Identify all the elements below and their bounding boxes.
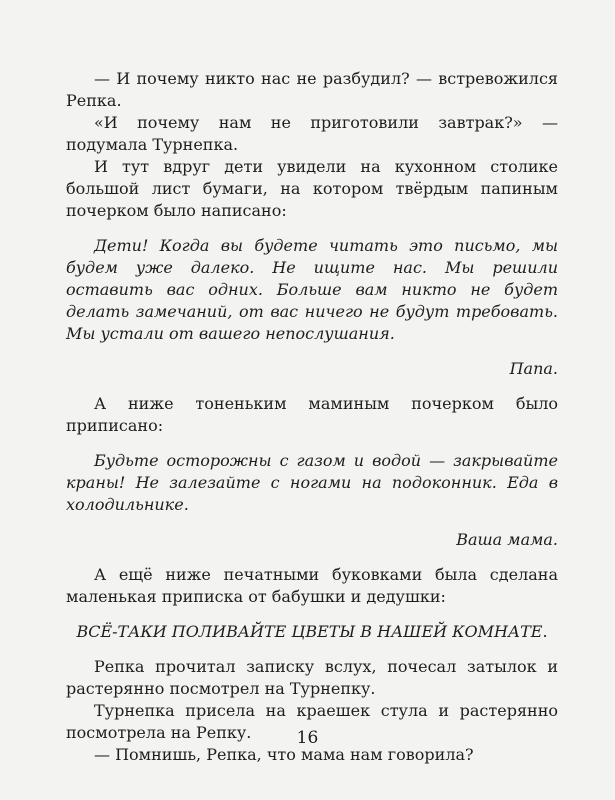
letter-from-mama: Будьте осторожны с газом и водой — закрывайте краны! Не залезайте с ногами на подоконник. Еда в холодильнике. [66, 451, 558, 514]
signature-mama: Ваша мама. [456, 530, 558, 549]
paragraph-mama-note-intro: А ниже тоненьким маминым почерком было приписано: [66, 394, 558, 435]
paragraph-remember: — Помнишь, Репка, что мама нам говорила? [94, 745, 474, 764]
signature-papa: Папа. [509, 359, 558, 378]
page-body [66, 68, 558, 766]
paragraph-turnepka-thought: «И почему нам не приготовили завтрак?» — подумала Турнепка. [66, 113, 558, 154]
letter-from-papa: Дети! Когда вы будете читать это письмо, мы будем уже далеко. Не ищите нас. Мы решили оставить вас одних. Больше вам никто не будет делать замечаний, от вас ничего не будут требовать. Мы устали от вашего непослушания. [66, 236, 558, 343]
paragraph-repka-read: Репка прочитал записку вслух, почесал затылок и растерянно посмотрел на Турнепку. [66, 657, 558, 698]
paragraph-grandparents-intro: А ещё ниже печатными буковками была сделана маленькая приписка от бабушки и дедушки: [66, 565, 558, 606]
paragraph-turnepka-sat: Турнепка присела на краешек стула и растерянно посмотрела на Репку. [66, 701, 558, 742]
grandparents-note: ВСЁ-ТАКИ ПОЛИВАЙТЕ ЦВЕТЫ В НАШЕЙ КОМНАТЕ. [76, 622, 548, 641]
page-number: 16 [296, 728, 319, 748]
paragraph-repka-worried: — И почему никто нас не разбудил? — встревожился Репка. [66, 69, 558, 110]
paragraph-big-sheet: И тут вдруг дети увидели на кухонном столике большой лист бумаги, на котором твёрдым папиным почерком было написано: [66, 157, 558, 220]
